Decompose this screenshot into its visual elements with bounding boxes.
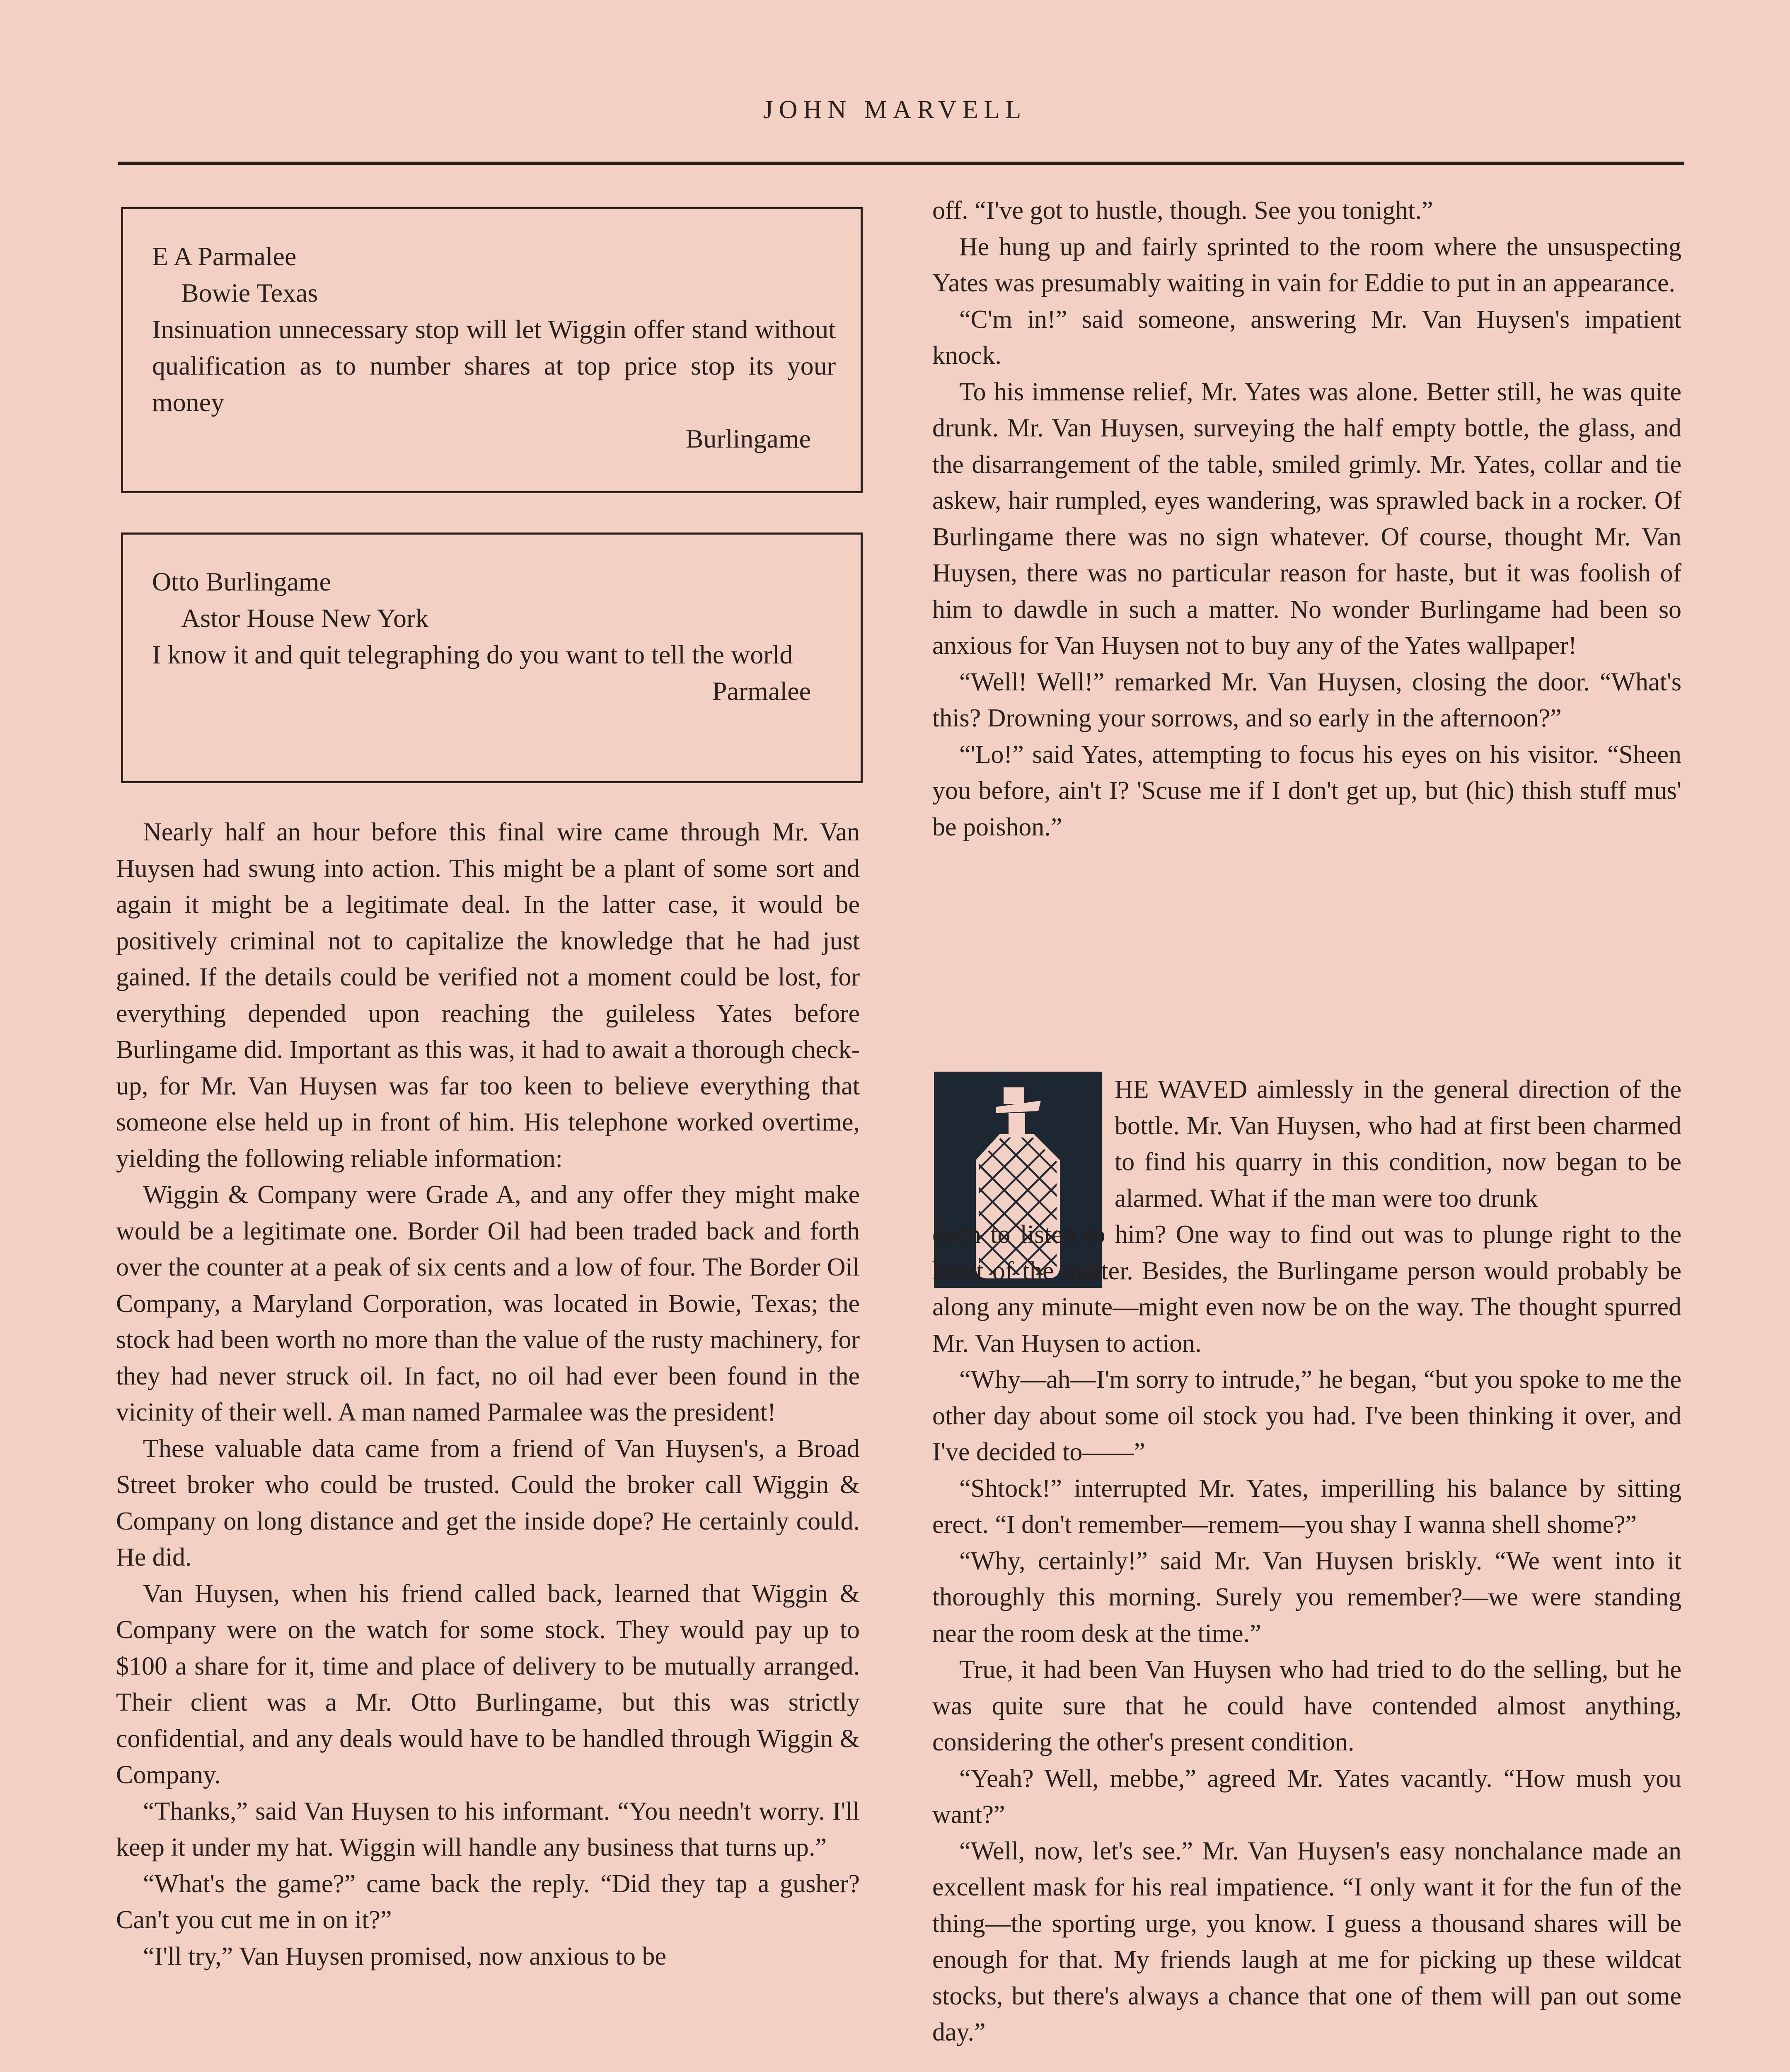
paragraph: even to listen to him? One way to find out was to plunge right to the heart of the matter. Besides, the Burlingame person would probably be along any minute—might even now be on the way. The thought spurred Mr. Van Huysen to action. [932, 1220, 1681, 1358]
paragraph: “Yeah? Well, mebbe,” agreed Mr. Yates vacantly. “How mush you want?” [932, 1764, 1681, 1829]
paragraph: He hung up and fairly sprinted to the room where the unsuspecting Yates was presumably waiting in vain for Eddie to put in an appearance. [932, 232, 1681, 297]
left-column [116, 814, 860, 1975]
telegram-recipient: E A Parmalee [152, 242, 297, 271]
telegram-signature: Parmalee [712, 676, 811, 706]
paragraph: off. “I've got to hustle, though. See you tonight.” [932, 196, 1433, 225]
telegram-address: Bowie Texas [181, 278, 318, 307]
paragraph: To his immense relief, Mr. Yates was alone. Better still, he was quite drunk. Mr. Van Huysen, surveying the half empty bottle, the glass, and the disarrangement of the table, smiled grimly. Mr. Yates, collar and tie askew, hair rumpled, eyes wandering, was sprawled back in a rocker. Of Burlingame there was no sign whatever. Of course, thought Mr. Van Huysen, there was no particular reason for haste, but it was foolish of him to dawdle in such a matter. No wonder Burlingame had been so anxious for Van Huysen not to buy any of the Yates wallpaper! [932, 378, 1681, 660]
telegram-signature: Burlingame [685, 424, 811, 453]
paragraph: “I'll try,” Van Huysen promised, now anxious to be [143, 1942, 667, 1970]
telegram-recipient: Otto Burlingame [152, 567, 331, 596]
telegram-2 [121, 533, 863, 783]
paragraph: “Well! Well!” remarked Mr. Van Huysen, closing the door. “What's this? Drowning your sorrows, and so early in the afternoon?” [932, 668, 1681, 732]
telegram-body: Insinuation unnecessary stop will let Wiggin offer stand without qualification as to number shares at top price stop its your money [152, 315, 836, 417]
header-rule [118, 162, 1684, 165]
paragraph: “'Lo!” said Yates, attempting to focus his eyes on his visitor. “Sheen you before, ain't I? 'Scuse me if I don't get up, but (hic) thish stuff mus' be poishon.” [932, 740, 1681, 841]
telegram-address: Astor House New York [181, 603, 429, 633]
paragraph: Van Huysen, when his friend called back, learned that Wiggin & Company were on the watch for some stock. They would pay up to $100 a share for it, time and place of delivery to be mutually arranged. Their client was a Mr. Otto Burlingame, but this was strictly confidential, and any deals would have to be handled through Wiggin & Company. [116, 1579, 860, 1789]
paragraph: “Thanks,” said Van Huysen to his informant. “You needn't worry. I'll keep it under my hat. Wiggin will handle any business that turns up.” [116, 1797, 860, 1861]
paragraph: Nearly half an hour before this final wire came through Mr. Van Huysen had swung into action. This might be a plant of some sort and again it might be a legitimate deal. In the latter case, it would be positively criminal not to capitalize the knowledge that he had just gained. If the details could be verified not a moment could be lost, for everything depended upon reaching the guileless Yates before Burlingame did. Important as this was, it had to await a thorough check-up, for Mr. Van Huysen was far too keen to believe everything that someone else held up in front of him. His telephone worked overtime, yielding the following reliable information: [116, 818, 860, 1173]
paragraph: “Well, now, let's see.” Mr. Van Huysen's easy nonchalance made an excellent mask for his real impatience. “I only want it for the fun of the thing—the sporting urge, you know. I guess a thousand shares will be enough for that. My friends laugh at me for picking up these wildcat stocks, but there's always a chance that one of them will pan out some day.” [932, 1837, 1681, 2046]
paragraph: “C'm in!” said someone, answering Mr. Van Huysen's impatient knock. [932, 305, 1681, 370]
paragraph: “What's the game?” came back the reply. “Did they tap a gusher? Can't you cut me in on it?” [116, 1869, 860, 1934]
paragraph: True, it had been Van Huysen who had tried to do the selling, but he was quite sure that he could have contended almost anything, considering the other's present condition. [932, 1656, 1681, 1756]
paragraph: “Shtock!” interrupted Mr. Yates, imperilling his balance by sitting erect. “I don't remember—remem—you shay I wanna shell shome?” [932, 1474, 1681, 1539]
paragraph: HE WAVED aimlessly in the general direction of the bottle. Mr. Van Huysen, who had at first been charmed to find his quarry in this condition, now began to be alarmed. What if the man were too drunk [1115, 1075, 1681, 1213]
running-header: JOHN MARVELL [763, 96, 1027, 124]
paragraph: “Why, certainly!” said Mr. Van Huysen briskly. “We went into it thoroughly this morning. Surely you remember?—we were standing near the room desk at the time.” [932, 1547, 1681, 1648]
paragraph: These valuable data came from a friend of Van Huysen's, a Broad Street broker who could be trusted. Could the broker call Wiggin & Company on long distance and get the inside dope? He certainly could. He did. [116, 1434, 860, 1571]
paragraph: “Why—ah—I'm sorry to intrude,” he began, “but you spoke to me the other day about some oil stock you had. I've been thinking it over, and I've decided to——” [932, 1365, 1681, 1466]
telegram-1 [121, 207, 863, 493]
drop-cap-paragraph [932, 1072, 1681, 2051]
right-column-top [932, 193, 1681, 845]
paragraph: Wiggin & Company were Grade A, and any offer they might make would be a legitimate one. Border Oil had been traded back and forth over the counter at a peak of six cents and a low of four. The Border Oil Company, a Maryland Corporation, was located in Bowie, Texas; the stock had been worth no more than the value of the rusty machinery, for they had never struck oil. In fact, no oil had ever been found in the vicinity of their well. A man named Parmalee was the president! [116, 1181, 860, 1426]
telegram-body: I know it and quit telegraphing do you want to tell the world [152, 640, 793, 669]
